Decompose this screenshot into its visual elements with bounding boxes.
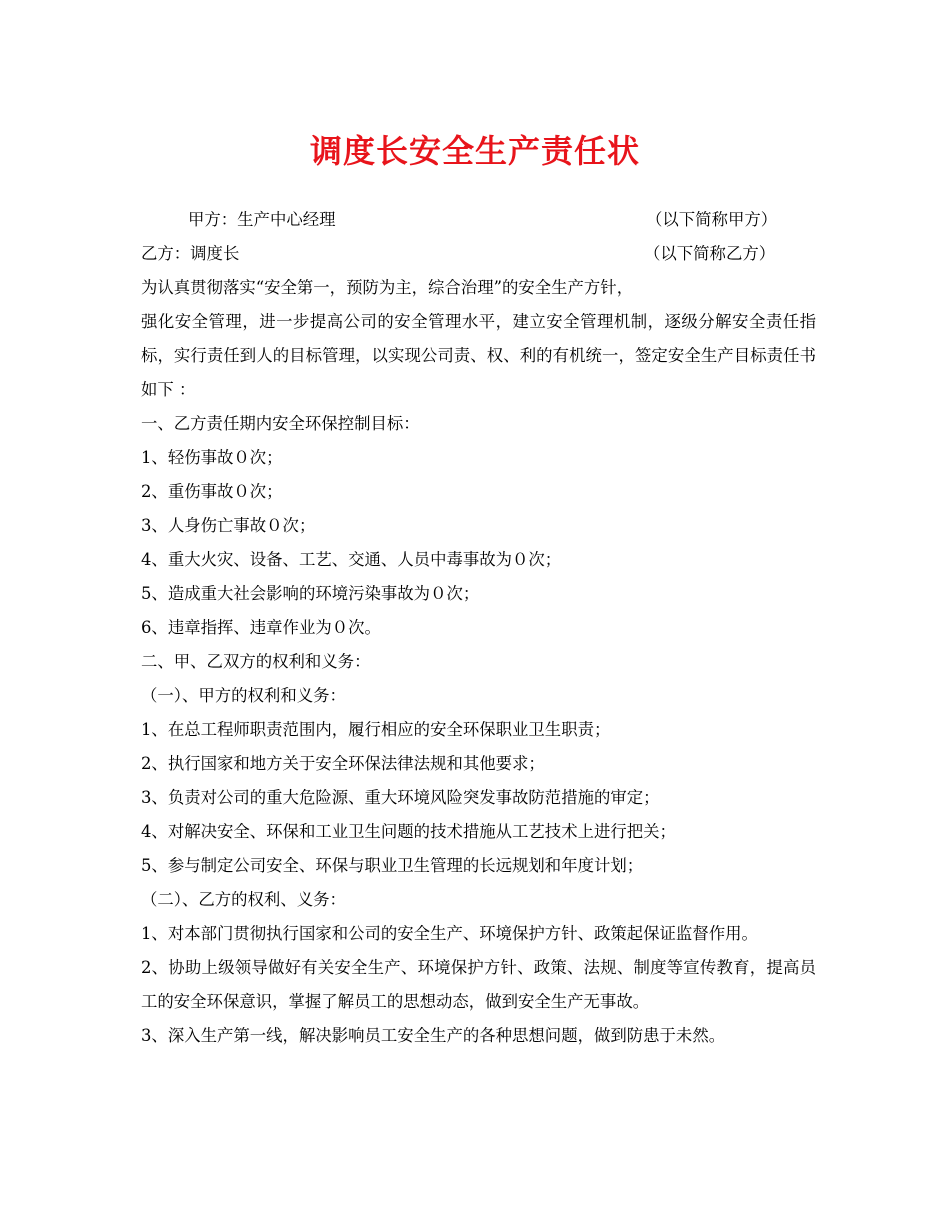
list-item: 3、负责对公司的重大危险源、重大环境风险突发事故防范措施的审定； xyxy=(141,788,660,807)
party-a-note: （以下简称甲方） xyxy=(646,210,778,229)
list-item: 1、轻伤事故０次； xyxy=(141,448,283,467)
list-item: 4、对解决安全、环保和工业卫生问题的技术措施从工艺技术上进行把关； xyxy=(141,822,676,841)
list-item: 1、在总工程师职责范围内，履行相应的安全环保职业卫生职责； xyxy=(141,720,611,739)
section-heading: 二、甲、乙双方的权利和义务： xyxy=(141,652,371,671)
document-body xyxy=(141,203,816,1053)
list-item: 3、深入生产第一线，解决影响员工安全生产的各种思想问题，做到防患于未然。 xyxy=(141,1026,726,1045)
document-title: 调度长安全生产责任状 xyxy=(309,132,640,170)
subsection-heading: （二）、乙方的权利、义务： xyxy=(141,890,346,909)
list-item: 5、造成重大社会影响的环境污染事故为０次； xyxy=(141,584,480,603)
section-heading: 一、乙方责任期内安全环保控制目标： xyxy=(141,414,420,433)
list-item: 6、违章指挥、违章作业为０次。 xyxy=(141,618,381,637)
list-item: 2、重伤事故０次； xyxy=(141,482,283,501)
list-item: 2、执行国家和地方关于安全环保法律法规和其他要求； xyxy=(141,754,545,773)
party-a-label: 甲方：生产中心经理 xyxy=(188,210,336,229)
subsection-heading: （一）、甲方的权利和义务： xyxy=(141,686,346,705)
party-b-line xyxy=(141,237,816,271)
list-item: 1、对本部门贯彻执行国家和公司的安全生产、环境保护方针、政策起保证监督作用。 xyxy=(141,924,758,943)
party-b-label: 乙方：调度长 xyxy=(141,244,240,263)
intro-line: 为认真贯彻落实“安全第一，预防为主，综合治理”的安全生产方针， xyxy=(141,278,634,297)
list-item: 2、协助上级领导做好有关安全生产、环境保护方针、政策、法规、制度等宣传教育，提高员工的安全环保意识，掌握了解员工的思想动态，做到安全生产无事故。 xyxy=(141,958,816,1011)
list-item: 4、重大火灾、设备、工艺、交通、人员中毒事故为０次； xyxy=(141,550,562,569)
list-item: 3、人身伤亡事故０次； xyxy=(141,516,316,535)
list-item: 5、参与制定公司安全、环保与职业卫生管理的长远规划和年度计划； xyxy=(141,856,644,875)
party-b-note: （以下简称乙方） xyxy=(644,244,776,263)
party-a-line xyxy=(141,203,816,237)
intro-paragraph: 强化安全管理，进一步提高公司的安全管理水平，建立安全管理机制，逐级分解安全责任指标，实行责任到人的目标管理，以实现公司责、权、利的有机统一，签定安全生产目标责任书如下 ： xyxy=(141,312,816,399)
